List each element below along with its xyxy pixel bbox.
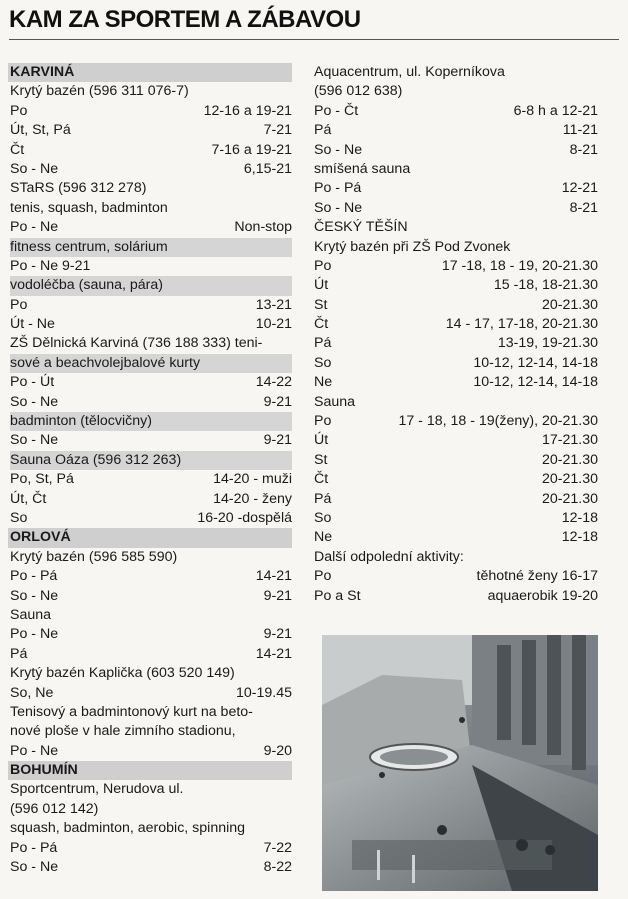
schedule-hours: 11-21	[562, 122, 598, 139]
schedule-row	[314, 490, 598, 509]
city-heading: KARVINÁ	[8, 63, 292, 82]
schedule-day: Po a St	[314, 587, 361, 604]
right-column	[314, 63, 598, 606]
schedule-row	[314, 587, 598, 606]
city-heading: ORLOVÁ	[8, 528, 292, 547]
schedule-row	[314, 276, 598, 295]
schedule-day: Po - Ne	[10, 219, 59, 236]
venue-line: nové ploše v hale zimního stadionu,	[10, 723, 236, 740]
schedule-hours: 7-21	[263, 122, 292, 139]
schedule-day: So	[10, 509, 28, 526]
schedule-hours: těhotné ženy 16-17	[476, 568, 598, 585]
schedule-day: Pá	[314, 335, 332, 352]
schedule-row	[314, 141, 598, 160]
schedule-row	[314, 315, 598, 334]
schedule-row	[10, 102, 292, 121]
schedule-day: So - Ne	[10, 432, 59, 449]
schedule-row	[314, 373, 598, 392]
schedule-day: So - Ne	[10, 393, 59, 410]
schedule-day: Po - Pá	[10, 568, 58, 585]
venue-line: (596 012 142)	[10, 800, 99, 817]
schedule-day: Ne	[314, 529, 333, 546]
schedule-hours: 20-21.30	[541, 451, 598, 468]
venue-line: Sportcentrum, Nerudova ul.	[10, 781, 184, 798]
schedule-day: St	[314, 451, 328, 468]
schedule-day: So - Ne	[314, 141, 363, 158]
schedule-row	[314, 354, 598, 373]
schedule-row	[314, 179, 598, 198]
schedule-row	[10, 742, 292, 761]
schedule-hours: 20-21.30	[541, 296, 598, 313]
schedule-day: So - Ne	[10, 587, 59, 604]
schedule-hours: 10-12, 12-14, 14-18	[473, 374, 598, 391]
schedule-day: Pá	[314, 490, 332, 507]
pool-illustration	[322, 635, 598, 891]
schedule-hours: 14-21	[255, 568, 292, 585]
schedule-row	[314, 567, 598, 586]
schedule-day: Po	[10, 296, 28, 313]
venue-line: sové a beachvolejbalové kurty	[10, 354, 292, 373]
schedule-hours: 12-18	[561, 509, 598, 526]
schedule-row	[10, 121, 292, 140]
schedule-row	[314, 257, 598, 276]
schedule-hours: 8-22	[263, 859, 292, 876]
schedule-row	[10, 393, 292, 412]
schedule-row	[314, 451, 598, 470]
schedule-day: Po, St, Pá	[10, 471, 74, 488]
schedule-row	[10, 470, 292, 489]
left-column	[10, 63, 292, 877]
schedule-day: Po	[314, 413, 332, 430]
schedule-hours: 6,15-21	[243, 160, 292, 177]
schedule-day: So	[314, 509, 332, 526]
schedule-day: So - Ne	[314, 199, 363, 216]
venue-line: Tenisový a badmintonový kurt na beto-	[10, 703, 253, 720]
schedule-row	[10, 141, 292, 160]
title-divider	[9, 39, 619, 40]
schedule-row	[314, 296, 598, 315]
schedule-row	[10, 509, 292, 528]
schedule-day: Pá	[10, 645, 28, 662]
schedule-row	[10, 160, 292, 179]
schedule-hours: 14-21	[255, 645, 292, 662]
schedule-day: Út, Čt	[10, 490, 47, 507]
venue-line: badminton (tělocvičny)	[10, 412, 292, 431]
indoor-pool-photo	[322, 635, 598, 891]
schedule-day: Út - Ne	[10, 316, 55, 333]
venue-line: ČESKÝ TĚŠÍN	[314, 219, 408, 236]
schedule-row	[314, 121, 598, 140]
schedule-row	[10, 684, 292, 703]
schedule-hours: 17 - 18, 18 - 19(ženy), 20-21.30	[398, 413, 598, 430]
schedule-row	[10, 315, 292, 334]
schedule-day: Po - Pá	[314, 180, 362, 197]
schedule-row	[10, 490, 292, 509]
schedule-day: Po	[314, 568, 332, 585]
schedule-row	[10, 587, 292, 606]
schedule-hours: 20-21.30	[541, 490, 598, 507]
schedule-hours: 9-21	[263, 393, 292, 410]
venue-line: vodoléčba (sauna, pára)	[10, 276, 292, 295]
schedule-hours: 10-21	[255, 316, 292, 333]
schedule-row	[10, 858, 292, 877]
schedule-row	[314, 199, 598, 218]
schedule-day: Po - Čt	[314, 102, 359, 119]
schedule-day: Ne	[314, 374, 333, 391]
schedule-row	[10, 645, 292, 664]
schedule-row	[314, 470, 598, 489]
schedule-day: Út	[314, 432, 329, 449]
schedule-row	[10, 625, 292, 644]
schedule-day: Po - Ne	[10, 742, 59, 759]
schedule-hours: aquaerobik 19-20	[487, 587, 598, 604]
schedule-day: Čt	[10, 141, 25, 158]
schedule-hours: 14-22	[255, 374, 292, 391]
schedule-day: Po	[10, 102, 28, 119]
schedule-day: Pá	[314, 122, 332, 139]
schedule-hours: 16-20 -dospělá	[197, 509, 292, 526]
schedule-day: Po - Pá	[10, 839, 58, 856]
schedule-hours: 9-21	[263, 626, 292, 643]
schedule-hours: 12-18	[561, 529, 598, 546]
venue-line: squash, badminton, aerobic, spinning	[10, 820, 246, 837]
schedule-hours: 9-20	[263, 742, 292, 759]
venue-line: Sauna	[314, 393, 356, 410]
schedule-hours: 17-21.30	[541, 432, 598, 449]
schedule-row	[10, 373, 292, 392]
schedule-day: So - Ne	[10, 859, 59, 876]
venue-line: Krytý bazén (596 585 590)	[10, 548, 178, 565]
schedule-row	[314, 412, 598, 431]
schedule-row	[314, 528, 598, 547]
venue-line: Sauna Oáza (596 312 263)	[10, 451, 292, 470]
schedule-hours: 20-21.30	[541, 471, 598, 488]
schedule-row	[10, 431, 292, 450]
schedule-day: Út, St, Pá	[10, 122, 71, 139]
schedule-hours: 12-21	[561, 180, 598, 197]
venue-line: STaRS (596 312 278)	[10, 180, 147, 197]
schedule-hours: 8-21	[569, 141, 598, 158]
venue-line: fitness centrum, solárium	[10, 238, 292, 257]
schedule-hours: 9-21	[263, 432, 292, 449]
venue-line: ZŠ Dělnická Karviná (736 188 333) teni-	[10, 335, 263, 352]
schedule-row	[10, 567, 292, 586]
venue-line: smíšená sauna	[314, 160, 411, 177]
schedule-hours: 9-21	[263, 587, 292, 604]
venue-line: Krytý bazén při ZŠ Pod Zvonek	[314, 238, 511, 255]
schedule-row	[10, 839, 292, 858]
schedule-hours: 14 - 17, 17-18, 20-21.30	[445, 316, 598, 333]
schedule-hours: 14-20 - muži	[213, 471, 292, 488]
schedule-row	[10, 296, 292, 315]
venue-line: (596 012 638)	[314, 83, 403, 100]
schedule-row	[314, 102, 598, 121]
schedule-day: So, Ne	[10, 684, 54, 701]
schedule-day: So	[314, 354, 332, 371]
schedule-hours: 12-16 a 19-21	[203, 102, 292, 119]
venue-line: Aquacentrum, ul. Koperníkova	[314, 64, 505, 80]
schedule-day: Čt	[314, 471, 329, 488]
schedule-row	[314, 431, 598, 450]
schedule-row	[314, 334, 598, 353]
schedule-hours: 10-19.45	[235, 684, 292, 701]
venue-line: tenis, squash, badminton	[10, 199, 168, 216]
schedule-hours: 10-12, 12-14, 14-18	[473, 354, 598, 371]
venue-line: Krytý bazén Kaplička (603 520 149)	[10, 665, 235, 682]
schedule-day: Út	[314, 277, 329, 294]
venue-line: Sauna	[10, 606, 52, 623]
schedule-hours: 7-22	[263, 839, 292, 856]
schedule-day: Po	[314, 257, 332, 274]
schedule-hours: 17 -18, 18 - 19, 20-21.30	[441, 257, 598, 274]
schedule-day: Po - Út	[10, 374, 55, 391]
schedule-hours: 14-20 - ženy	[213, 490, 292, 507]
schedule-day: Po - Ne	[10, 626, 59, 643]
schedule-hours: 13-21	[255, 296, 292, 313]
schedule-hours: 6-8 h a 12-21	[513, 102, 598, 119]
schedule-row	[314, 509, 598, 528]
city-heading: BOHUMÍN	[8, 761, 292, 780]
schedule-day: St	[314, 296, 328, 313]
venue-line: Další odpolední aktivity:	[314, 548, 464, 565]
page-title: KAM ZA SPORTEM A ZÁBAVOU	[9, 6, 361, 33]
schedule-day: Čt	[314, 316, 329, 333]
schedule-hours: Non-stop	[234, 219, 292, 236]
schedule-row	[10, 218, 292, 237]
schedule-hours: 7-16 a 19-21	[211, 141, 292, 158]
schedule-hours: 15 -18, 18-21.30	[493, 277, 598, 294]
venue-line: Krytý bazén (596 311 076-7)	[10, 83, 189, 100]
schedule-day: So - Ne	[10, 160, 59, 177]
venue-line: Po - Ne 9-21	[10, 257, 91, 274]
schedule-hours: 8-21	[569, 199, 598, 216]
schedule-hours: 13-19, 19-21.30	[497, 335, 598, 352]
